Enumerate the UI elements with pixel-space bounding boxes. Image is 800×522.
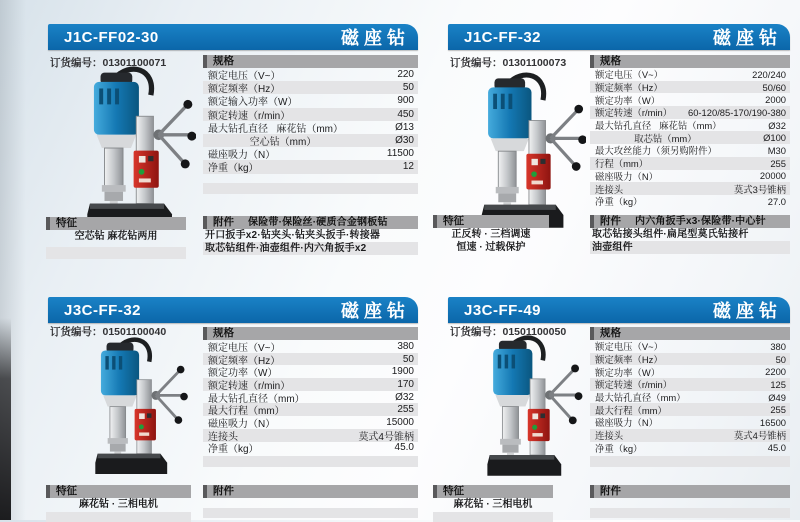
product-card-j3c-ff-49 xyxy=(443,297,790,520)
accessories-header xyxy=(203,485,418,498)
spec-value: Ø32 xyxy=(395,391,414,403)
spec-value: 50 xyxy=(402,353,414,365)
accessories-section xyxy=(590,215,790,254)
spec-value: 27.0 xyxy=(767,195,786,207)
empty-row xyxy=(433,512,553,522)
spec-value: 2200 xyxy=(765,366,786,378)
card-header xyxy=(48,297,418,323)
spec-row xyxy=(590,353,790,366)
spec-value: Ø32 xyxy=(768,119,786,131)
spec-value: 50 xyxy=(402,82,414,94)
spec-rows xyxy=(203,340,418,454)
spec-label: 额定转速（r/min） xyxy=(595,107,673,119)
features-header-label: 特征 xyxy=(56,485,77,497)
spec-label: 最大钻孔直径 麻花钻（mm） xyxy=(595,120,722,132)
empty-row xyxy=(46,247,186,259)
spec-table-header xyxy=(203,55,418,68)
features-header xyxy=(46,217,186,230)
spec-value: 220/240 xyxy=(752,68,786,80)
spec-row xyxy=(203,442,418,455)
category-title: 磁座钻 xyxy=(713,28,782,48)
spec-value: 125 xyxy=(770,378,786,390)
accessories-header xyxy=(590,485,790,498)
category-title: 磁座钻 xyxy=(341,301,410,321)
spec-label: 最大攻丝能力（须另购附件） xyxy=(595,145,717,157)
spec-value: 2000 xyxy=(765,94,786,106)
accessories-section xyxy=(203,216,418,255)
spec-label: 空心钻（mm） xyxy=(208,137,317,149)
order-label: 订货编号： xyxy=(450,57,503,69)
spec-label: 额定功率（W） xyxy=(595,94,661,106)
spec-value: Ø13 xyxy=(395,121,414,133)
spec-value: 50/60 xyxy=(762,81,786,93)
spec-label: 行程（mm） xyxy=(595,158,649,170)
spec-value: 20000 xyxy=(759,170,786,182)
spec-value: 900 xyxy=(397,95,414,107)
product-photo-magnetic-drill xyxy=(452,335,592,485)
empty-row xyxy=(203,183,418,194)
spec-row xyxy=(590,378,790,391)
spec-value: M30 xyxy=(767,144,786,156)
spec-label: 磁座吸力（N） xyxy=(595,417,659,429)
accessories-section xyxy=(203,485,418,518)
product-photo-magnetic-drill xyxy=(58,66,196,238)
spec-rows xyxy=(590,340,790,454)
spec-label: 额定输入功率（W） xyxy=(208,97,298,109)
spec-label: 最大钻孔直径 麻花钻（mm） xyxy=(208,123,343,135)
spec-label: 额定电压（V~） xyxy=(208,342,281,354)
spec-row xyxy=(203,81,418,94)
spec-row xyxy=(590,170,790,183)
feature-line: 麻花钻 · 三相电机 xyxy=(79,499,158,510)
spec-value: 莫式3号锥柄 xyxy=(733,183,786,195)
spec-value: 450 xyxy=(397,108,414,120)
spec-row xyxy=(590,416,790,429)
spec-row xyxy=(203,121,418,134)
accessories-first-line: 内六角扳手x3·保险带·中心针 xyxy=(635,216,766,227)
spec-label: 额定转速（r/min） xyxy=(208,110,291,122)
feature-line: 正反转 · 三档调速 xyxy=(451,229,531,240)
features-lines xyxy=(46,230,186,243)
spec-value: 莫式4号锥柄 xyxy=(358,431,414,443)
empty-row xyxy=(46,512,191,522)
spec-rows xyxy=(590,68,790,208)
spec-label: 最大行程（mm） xyxy=(208,406,285,418)
product-model: J3C-FF-32 xyxy=(64,301,142,319)
features-header xyxy=(433,485,553,498)
spec-label: 额定功率（W） xyxy=(595,366,661,378)
product-model: J1C-FF02-30 xyxy=(64,28,159,46)
order-number: 01301100073 xyxy=(502,57,567,69)
product-card-j1c-ff-32 xyxy=(443,24,790,274)
spec-label: 额定转速（r/min） xyxy=(208,380,291,392)
product-card-j3c-ff-32 xyxy=(48,297,418,520)
spec-value: Ø30 xyxy=(395,135,414,147)
empty-row xyxy=(590,456,790,467)
features-section xyxy=(433,215,549,254)
features-header xyxy=(46,485,191,498)
empty-row xyxy=(203,456,418,467)
scan-edge-artifact xyxy=(0,318,11,520)
spec-table xyxy=(590,55,790,208)
spec-label: 磁座吸力（N） xyxy=(208,418,276,430)
spec-row xyxy=(590,442,790,455)
features-header-label: 特征 xyxy=(443,215,464,227)
spec-label: 取芯钻（mm） xyxy=(595,132,697,144)
spec-value: 380 xyxy=(770,340,786,352)
spec-label: 最大钻孔直径（mm） xyxy=(595,392,686,404)
spec-header-label: 规格 xyxy=(213,327,234,339)
spec-label: 连接头 xyxy=(595,183,624,195)
spec-label: 净重（kg） xyxy=(208,163,259,175)
spec-row xyxy=(590,93,790,106)
card-header xyxy=(448,24,790,50)
accessory-line: 取芯钻组件·油壶组件·内六角扳手x2 xyxy=(203,242,418,255)
features-header-label: 特征 xyxy=(443,485,464,497)
spec-label: 净重（kg） xyxy=(595,442,643,454)
spec-value: 60-120/85-170/190-380 xyxy=(688,106,786,118)
spec-row xyxy=(590,391,790,404)
spec-value: 255 xyxy=(770,404,786,416)
features-lines xyxy=(433,498,553,511)
accessory-line: 取芯钻接头组件·扁尾型莫氏钻接杆 xyxy=(592,229,749,240)
accessories-lines xyxy=(203,229,418,255)
accessories-header-label: 附件 xyxy=(213,485,234,497)
spec-header-label: 规格 xyxy=(213,55,234,67)
accessory-line: 油壶组件 xyxy=(590,241,790,254)
product-model: J1C-FF-32 xyxy=(464,28,542,46)
accessories-header xyxy=(203,216,418,229)
spec-label: 额定电压（V~） xyxy=(595,341,663,353)
spec-row xyxy=(203,160,418,173)
spec-table-header xyxy=(590,55,790,68)
spec-value: 15000 xyxy=(386,416,414,428)
spec-table xyxy=(590,327,790,467)
spec-label: 磁座吸力（N） xyxy=(208,150,276,162)
accessory-line: 开口扳手x2·钻夹头·钻夹头扳手·转接器 xyxy=(205,230,381,241)
product-photo-magnetic-drill xyxy=(56,337,202,483)
spec-row xyxy=(203,147,418,160)
spec-header-label: 规格 xyxy=(600,55,621,67)
spec-row xyxy=(590,144,790,157)
spec-value: 220 xyxy=(397,69,414,81)
spec-row xyxy=(590,403,790,416)
spec-value: 170 xyxy=(397,378,414,390)
spec-row xyxy=(590,365,790,378)
spec-row xyxy=(590,68,790,81)
spec-value: 1900 xyxy=(391,366,414,378)
spec-value: 45.0 xyxy=(767,442,786,454)
order-label: 订货编号： xyxy=(450,326,503,338)
category-title: 磁座钻 xyxy=(713,301,782,321)
spec-header-label: 规格 xyxy=(600,327,621,339)
accessories-lines xyxy=(590,228,790,254)
spec-table xyxy=(203,327,418,467)
spec-label: 额定转速（r/min） xyxy=(595,379,673,391)
features-header xyxy=(433,215,549,228)
spec-label: 额定电压（V~） xyxy=(595,69,663,81)
spec-label: 连接头 xyxy=(208,431,238,443)
spec-row xyxy=(203,68,418,81)
spec-value: Ø100 xyxy=(763,132,786,144)
spec-value: 11500 xyxy=(386,148,414,160)
accessories-first-line: 保险带·保险丝·硬质合金钢板钻 xyxy=(248,217,388,228)
spec-rows xyxy=(203,68,418,174)
features-lines xyxy=(46,498,191,511)
accessories-header-label: 附件 xyxy=(600,215,621,227)
order-number: 01501100050 xyxy=(502,326,567,338)
features-lines xyxy=(433,228,549,254)
spec-row xyxy=(590,429,790,442)
feature-line: 麻花钻 · 三相电机 xyxy=(453,499,533,510)
order-number: 01301100071 xyxy=(102,57,167,69)
spec-row xyxy=(203,134,418,147)
spec-value: 12 xyxy=(402,161,414,173)
card-header xyxy=(448,297,790,323)
order-label: 订货编号： xyxy=(50,326,103,338)
spec-value: 16500 xyxy=(759,416,786,428)
empty-row xyxy=(590,508,790,518)
spec-label: 额定功率（W） xyxy=(208,368,278,380)
order-number: 01501100040 xyxy=(102,326,167,338)
feature-line: 恒速 · 过载保护 xyxy=(456,242,526,253)
accessories-header xyxy=(590,215,790,228)
spec-table xyxy=(203,55,418,194)
category-title: 磁座钻 xyxy=(341,28,410,48)
product-card-j1c-ff02-30 xyxy=(48,24,418,274)
empty-row xyxy=(203,508,418,518)
spec-row xyxy=(590,119,790,132)
spec-row xyxy=(590,131,790,144)
spec-label: 连接头 xyxy=(595,430,624,442)
spec-value: 380 xyxy=(397,340,414,352)
spec-label: 额定频率（Hz） xyxy=(595,354,663,366)
product-photo-magnetic-drill xyxy=(454,72,586,238)
spec-row xyxy=(590,106,790,119)
accessories-header-label: 附件 xyxy=(213,216,234,228)
accessories-section xyxy=(590,485,790,518)
spec-label: 额定频率（Hz） xyxy=(208,84,281,96)
spec-table-header xyxy=(590,327,790,340)
spec-label: 最大钻孔直径（mm） xyxy=(208,393,305,405)
feature-line: 空芯钻 麻花钻两用 xyxy=(74,231,158,242)
features-section xyxy=(433,485,553,522)
spec-row xyxy=(203,94,418,107)
spec-label: 净重（kg） xyxy=(208,444,259,456)
order-number-line xyxy=(450,55,566,70)
spec-value: 255 xyxy=(770,157,786,169)
spec-label: 磁座吸力（N） xyxy=(595,170,659,182)
spec-value: 255 xyxy=(397,404,414,416)
features-section xyxy=(46,485,191,522)
spec-label: 最大行程（mm） xyxy=(595,404,667,416)
spec-label: 额定频率（Hz） xyxy=(595,82,663,94)
features-section xyxy=(46,217,186,259)
spec-label: 额定频率（Hz） xyxy=(208,355,281,367)
spec-value: 50 xyxy=(775,353,786,365)
accessories-header-label: 附件 xyxy=(600,485,621,497)
spec-label: 额定电压（V~） xyxy=(208,71,281,83)
spec-row xyxy=(590,340,790,353)
features-header-label: 特征 xyxy=(56,217,77,229)
order-label: 订货编号： xyxy=(50,57,103,69)
product-model: J3C-FF-49 xyxy=(464,301,542,319)
spec-value: 45.0 xyxy=(394,442,414,454)
spec-row xyxy=(590,157,790,170)
spec-row xyxy=(590,182,790,195)
spec-label: 净重（kg） xyxy=(595,196,643,208)
spec-value: Ø49 xyxy=(768,391,786,403)
spec-value: 莫式4号锥柄 xyxy=(733,430,786,442)
card-header xyxy=(48,24,418,50)
spec-row xyxy=(590,81,790,94)
spec-row xyxy=(203,108,418,121)
spec-row xyxy=(590,195,790,208)
